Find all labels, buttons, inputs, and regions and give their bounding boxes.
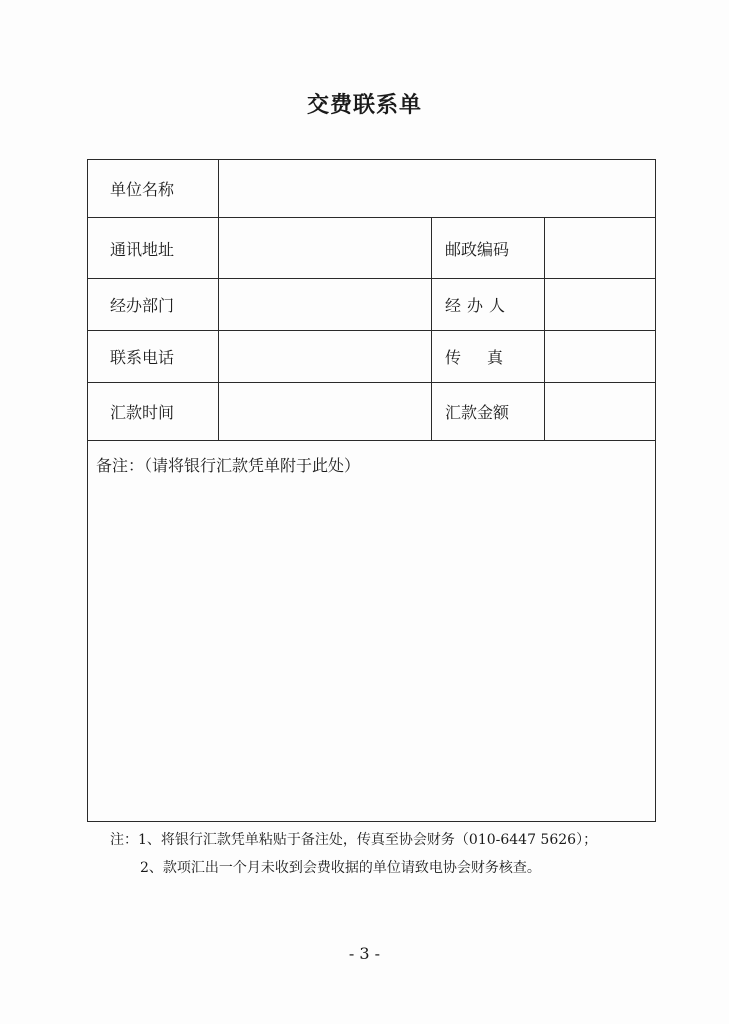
payment-contact-form — [87, 159, 656, 822]
remit-amount-field[interactable] — [545, 383, 656, 441]
department-field[interactable] — [219, 279, 432, 331]
form-row-department — [88, 279, 656, 331]
note-line-1: 注：1、将银行汇款凭单粘贴于备注处，传真至协会财务（010-6447 5626）； — [110, 832, 598, 848]
unit-name-label: 单位名称 — [88, 160, 219, 218]
fax-label: 传真 — [432, 331, 545, 383]
page-title: 交费联系单 — [306, 92, 422, 118]
form-row-remarks — [88, 441, 656, 822]
fax-field[interactable] — [545, 331, 656, 383]
address-field[interactable] — [219, 218, 432, 279]
notes-section — [110, 826, 597, 882]
page-number: - 3 - — [348, 944, 381, 963]
note-line-2: 2、款项汇出一个月未收到会费收据的单位请致电协会财务核查。 — [140, 860, 541, 876]
phone-field[interactable] — [219, 331, 432, 383]
department-label: 经办部门 — [88, 279, 219, 331]
postal-code-label: 邮政编码 — [432, 218, 545, 279]
unit-name-field[interactable] — [219, 160, 656, 218]
remarks-label: 备注：（请将银行汇款凭单附于此处） — [96, 456, 361, 475]
form-row-phone — [88, 331, 656, 383]
remit-time-label: 汇款时间 — [88, 383, 219, 441]
remarks-area[interactable] — [88, 441, 656, 822]
form-row-unit-name — [88, 160, 656, 218]
handler-field[interactable] — [545, 279, 656, 331]
form-row-address — [88, 218, 656, 279]
phone-label: 联系电话 — [88, 331, 219, 383]
handler-label: 经办人 — [432, 279, 545, 331]
address-label: 通讯地址 — [88, 218, 219, 279]
form-row-remit — [88, 383, 656, 441]
postal-code-field[interactable] — [545, 218, 656, 279]
remit-amount-label: 汇款金额 — [432, 383, 545, 441]
remit-time-field[interactable] — [219, 383, 432, 441]
